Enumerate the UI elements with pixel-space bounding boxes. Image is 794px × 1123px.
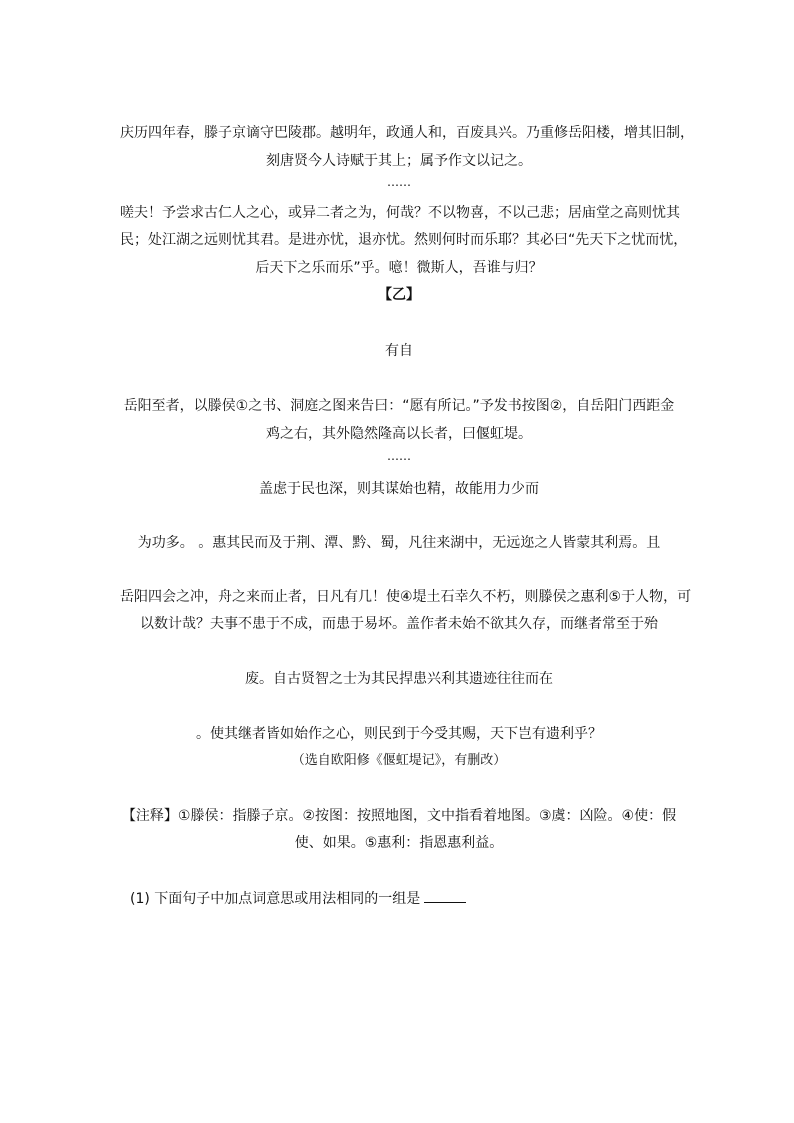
question-1 [130, 888, 688, 909]
notes-line-1: 【注释】①滕侯：指滕子京。②按图：按照地图，文中指看着地图。③虞：凶险。④使：假 [121, 808, 677, 824]
text-a-line-4: 民；处江湖之远则忧其君。是进亦忧，退亦忧。然则何时而乐耶？其必曰“先天下之忧而忧， [120, 232, 688, 248]
text-b-line-4: 盖虑于民也深，则其谋始也精，故能用力少而 [259, 481, 539, 497]
text-a-line-3: 嗟夫！予尝求古仁人之心，或异二者之为，何哉？不以物喜，不以己悲；居庙堂之高则忧其 [120, 205, 680, 221]
text-a-line-5: 后天下之乐而乐”乎。噫！微斯人，吾谁与归？ [255, 260, 543, 276]
notes-line-2: 使、如果。⑤惠利：指恩惠利益。 [294, 835, 504, 851]
text-b-line-9: 。使其继者皆如始作之心，则民到于今受其赐，天下岂有遗利乎？ [196, 726, 602, 742]
text-a-line-2: 刻唐贤今人诗赋于其上；属予作文以记之。 [266, 153, 532, 169]
ellipsis-a: …… [387, 175, 411, 189]
text-b-line-6: 岳阳四会之冲，舟之来而止者，日凡有几！使④堤土石幸久不朽，则滕侯之惠利⑤于人物，可 [120, 589, 692, 605]
source-citation: （选自欧阳修《偃虹堤记》，有删改） [291, 753, 507, 768]
answer-blank[interactable] [424, 888, 466, 903]
text-b-line-7: 以数计哉？夫事不患于不成，而患于易坏。盖作者未始不欲其久存，而继者常至于殆 [140, 616, 658, 632]
ellipsis-b: …… [387, 449, 411, 463]
text-a-line-1: 庆历四年春，滕子京谪守巴陵郡。越明年，政通人和，百废具兴。乃重修岳阳楼，增其旧制， [120, 125, 694, 141]
section-b-label: 【乙】 [378, 287, 420, 303]
text-b-line-2: 岳阳至者，以滕侯①之书、洞庭之图来告曰：“愿有所记。”予发书按图②，自岳阳门西距金 [123, 398, 675, 414]
text-b-line-1: 有自 [385, 343, 413, 359]
text-b-line-8: 废。自古贤智之士为其民捍患兴利其遗迹往往而在 [245, 671, 553, 687]
text-b-line-5: 为功多。 。惠其民而及于荆、潭、黔、蜀，凡往来湖中，无远迩之人皆蒙其利焉。且 [137, 535, 661, 551]
text-b-line-3: 鸡之右，其外隐然隆高以长者，曰偃虹堤。 [266, 426, 532, 442]
question-1-text: (1) 下面句子中加点词意思或用法相同的一组是 [130, 891, 421, 907]
